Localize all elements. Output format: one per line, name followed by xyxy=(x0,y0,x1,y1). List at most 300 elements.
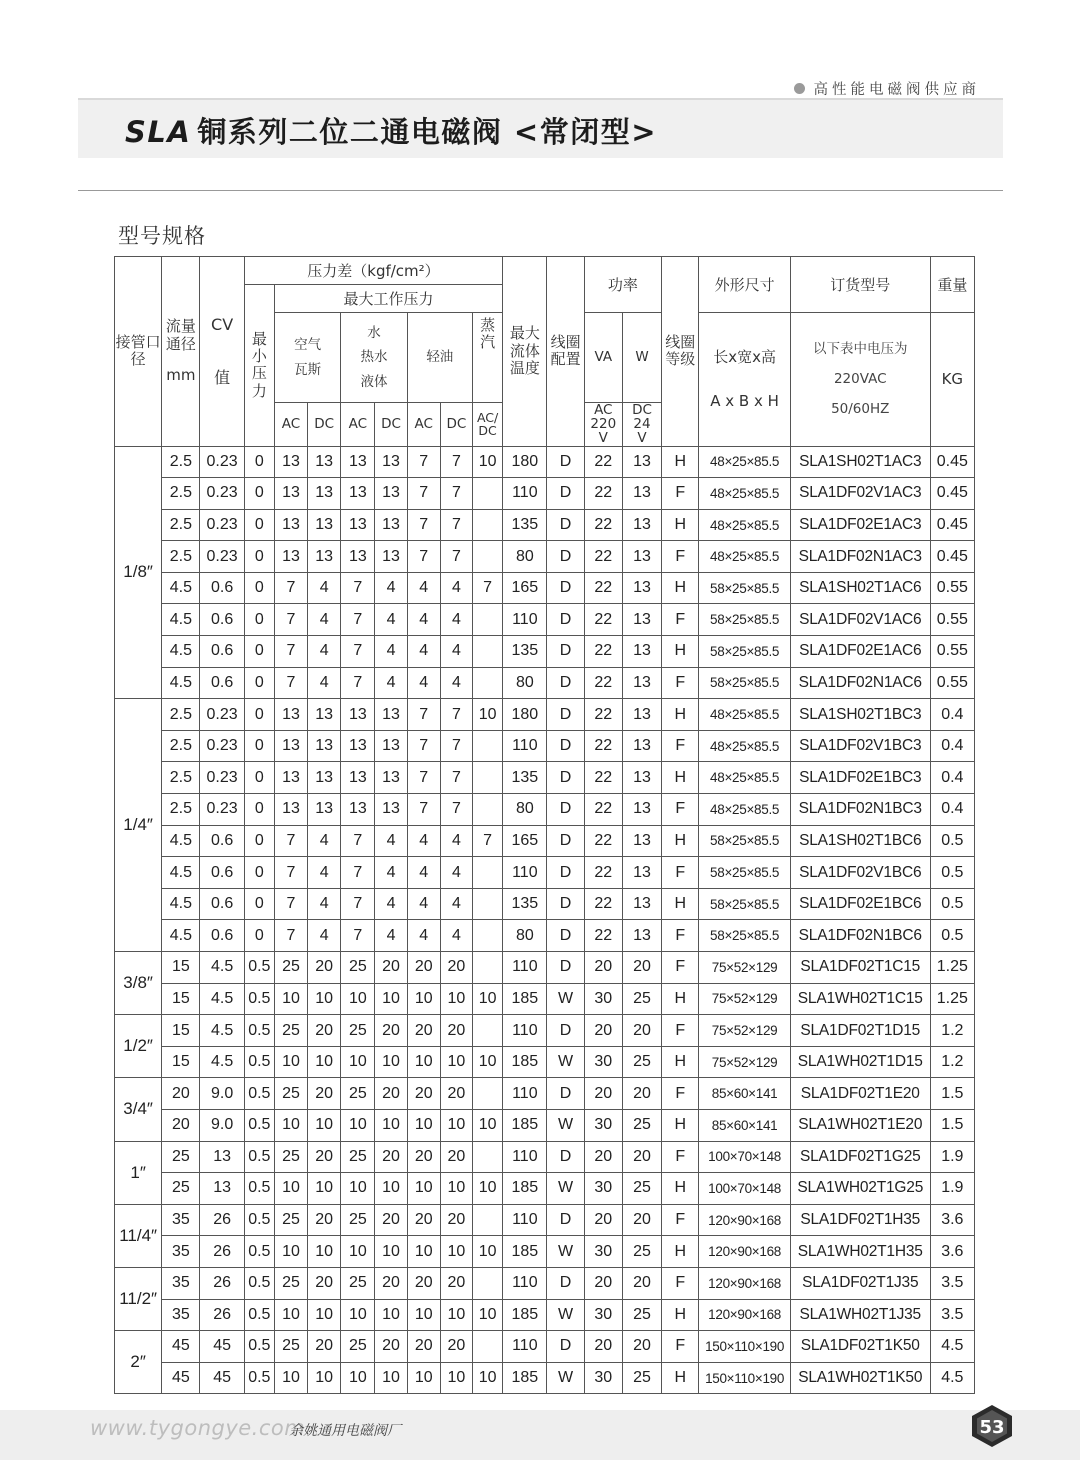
table-cell: 35 xyxy=(162,1204,200,1236)
table-cell: 10 xyxy=(341,1299,375,1331)
table-cell: D xyxy=(547,446,584,478)
table-cell: 10 xyxy=(473,983,503,1015)
table-cell: 25 xyxy=(341,952,375,984)
table-cell: 22 xyxy=(584,920,622,952)
table-cell: 20 xyxy=(162,1109,200,1141)
table-cell: 20 xyxy=(308,952,341,984)
table-cell: 10 xyxy=(375,1362,407,1394)
table-cell: 4 xyxy=(375,888,407,920)
header-min-pressure: 最小压力 xyxy=(244,285,274,447)
table-cell: 110 xyxy=(503,604,547,636)
table-row xyxy=(115,541,975,573)
model-cell: SLA1WH02T1G25 xyxy=(790,1173,930,1205)
header-steam-acdc: AC/DC xyxy=(473,403,503,447)
table-cell: 0.5 xyxy=(244,1331,274,1363)
header-order-note-2: 220VAC xyxy=(833,371,887,388)
table-cell: 13 xyxy=(341,541,375,573)
table-cell: 185 xyxy=(503,1362,547,1394)
table-cell: 13 xyxy=(341,446,375,478)
table-cell: 20 xyxy=(440,1078,472,1110)
table-cell: 20 xyxy=(584,1204,622,1236)
table-cell: 80 xyxy=(503,794,547,826)
table-cell: 10 xyxy=(407,1362,440,1394)
table-cell: 25 xyxy=(341,1331,375,1363)
header-order: 订货型号 xyxy=(790,257,930,313)
table-cell: 110 xyxy=(503,1015,547,1047)
header-weight-unit: KG xyxy=(930,313,974,447)
table-cell: 10 xyxy=(341,1362,375,1394)
table-cell: 10 xyxy=(407,1299,440,1331)
header-max-work-pressure: 最大工作压力 xyxy=(274,285,502,313)
table-row xyxy=(115,1362,975,1394)
dims-cell: 85×60×141 xyxy=(699,1109,791,1141)
table-cell: 10 xyxy=(375,1046,407,1078)
header-dc24-3: V xyxy=(637,430,647,447)
table-cell: 20 xyxy=(440,1204,472,1236)
table-cell: 0.45 xyxy=(930,541,974,573)
model-cell: SLA1WH02T1E20 xyxy=(790,1109,930,1141)
table-cell: 20 xyxy=(622,952,661,984)
table-cell: 185 xyxy=(503,1109,547,1141)
table-cell: 7 xyxy=(440,699,472,731)
table-cell: 4 xyxy=(440,825,472,857)
table-cell: 20 xyxy=(622,1204,661,1236)
table-cell: 9.0 xyxy=(200,1078,244,1110)
dims-cell: 75×52×129 xyxy=(699,952,791,984)
table-cell: 10 xyxy=(308,1109,341,1141)
table-cell: 7 xyxy=(341,667,375,699)
table-cell: 10 xyxy=(274,983,307,1015)
header-water-dc: DC xyxy=(375,403,407,447)
table-cell: 0 xyxy=(244,667,274,699)
model-cell: SLA1DF02V1BC3 xyxy=(790,730,930,762)
table-cell: 10 xyxy=(375,1173,407,1205)
table-cell: 20 xyxy=(407,1267,440,1299)
divider xyxy=(78,190,1003,191)
table-cell: 10 xyxy=(407,1236,440,1268)
table-row xyxy=(115,794,975,826)
table-cell: 26 xyxy=(200,1236,244,1268)
table-cell: 110 xyxy=(503,478,547,510)
table-cell: 0.6 xyxy=(200,572,244,604)
table-cell: 13 xyxy=(622,541,661,573)
table-cell: 10 xyxy=(274,1362,307,1394)
table-cell xyxy=(473,1078,503,1110)
dims-cell: 120×90×168 xyxy=(699,1299,791,1331)
dims-cell: 58×25×85.5 xyxy=(699,857,791,889)
model-cell: SLA1DF02T1D15 xyxy=(790,1015,930,1047)
table-cell: 10 xyxy=(274,1173,307,1205)
table-row xyxy=(115,920,975,952)
table-cell: 30 xyxy=(584,1046,622,1078)
table-cell: 30 xyxy=(584,983,622,1015)
table-cell: 0.55 xyxy=(930,572,974,604)
table-cell xyxy=(473,509,503,541)
table-cell xyxy=(473,1204,503,1236)
table-cell: 0.55 xyxy=(930,636,974,668)
table-cell: 20 xyxy=(584,952,622,984)
table-cell: 35 xyxy=(162,1299,200,1331)
dims-cell: 48×25×85.5 xyxy=(699,541,791,573)
model-cell: SLA1WH02T1H35 xyxy=(790,1236,930,1268)
table-cell: 2.5 xyxy=(162,699,200,731)
table-cell: 4 xyxy=(308,604,341,636)
table-cell: 0.5 xyxy=(244,1078,274,1110)
table-row xyxy=(115,1267,975,1299)
table-cell: 10 xyxy=(407,1046,440,1078)
table-cell: 0.23 xyxy=(200,541,244,573)
table-cell: 0 xyxy=(244,509,274,541)
table-cell: 0.5 xyxy=(244,1362,274,1394)
table-cell: 20 xyxy=(407,1141,440,1173)
table-cell: 4 xyxy=(407,667,440,699)
table-cell: 7 xyxy=(473,572,503,604)
table-cell: 13 xyxy=(308,478,341,510)
table-cell: 185 xyxy=(503,1299,547,1331)
table-cell: 0.5 xyxy=(244,1299,274,1331)
pipe-size-cell: 2″ xyxy=(115,1331,162,1394)
pipe-size-cell: 1/4″ xyxy=(115,699,162,952)
model-cell: SLA1SH02T1AC3 xyxy=(790,446,930,478)
table-cell: H xyxy=(662,1046,699,1078)
table-cell: 0.5 xyxy=(244,952,274,984)
table-cell: 0 xyxy=(244,446,274,478)
table-cell: 22 xyxy=(584,509,622,541)
dims-cell: 58×25×85.5 xyxy=(699,636,791,668)
table-cell: 110 xyxy=(503,857,547,889)
table-cell: 13 xyxy=(308,762,341,794)
header-flow-label: 流量通径 xyxy=(165,317,196,353)
table-cell: 13 xyxy=(341,762,375,794)
table-cell: 25 xyxy=(341,1267,375,1299)
table-row xyxy=(115,636,975,668)
table-cell: 0.6 xyxy=(200,920,244,952)
table-cell: 13 xyxy=(274,509,307,541)
table-cell: 10 xyxy=(473,1299,503,1331)
table-cell: 4.5 xyxy=(200,1046,244,1078)
table-cell: 2.5 xyxy=(162,762,200,794)
table-cell: D xyxy=(547,1141,584,1173)
header-ac220-3: V xyxy=(598,430,608,447)
table-cell: 20 xyxy=(375,1331,407,1363)
model-cell: SLA1DF02T1K50 xyxy=(790,1331,930,1363)
table-cell: 7 xyxy=(440,509,472,541)
dims-cell: 58×25×85.5 xyxy=(699,604,791,636)
table-cell: 15 xyxy=(162,1015,200,1047)
table-cell: 7 xyxy=(274,604,307,636)
model-cell: SLA1DF02T1C15 xyxy=(790,952,930,984)
header-water-2: 热水 xyxy=(360,349,388,366)
table-cell: H xyxy=(662,762,699,794)
table-cell: 4.5 xyxy=(930,1331,974,1363)
table-row xyxy=(115,1204,975,1236)
table-cell: 25 xyxy=(622,1109,661,1141)
table-cell: 4 xyxy=(407,572,440,604)
table-cell: 0.23 xyxy=(200,794,244,826)
table-cell: 165 xyxy=(503,572,547,604)
header-cv-value: 值 xyxy=(214,368,231,388)
table-cell: 0.23 xyxy=(200,730,244,762)
table-cell: H xyxy=(662,636,699,668)
table-row xyxy=(115,1141,975,1173)
table-cell: 10 xyxy=(407,1109,440,1141)
table-cell: 13 xyxy=(274,446,307,478)
table-cell: 10 xyxy=(274,1236,307,1268)
table-cell: 13 xyxy=(375,730,407,762)
table-row xyxy=(115,825,975,857)
header-dc24 xyxy=(622,403,661,447)
table-row xyxy=(115,1046,975,1078)
table-cell: 7 xyxy=(473,825,503,857)
table-cell: 22 xyxy=(584,604,622,636)
table-cell: 10 xyxy=(375,1299,407,1331)
header-water-ac: AC xyxy=(341,403,375,447)
table-cell: 4 xyxy=(308,572,341,604)
table-cell: 7 xyxy=(341,604,375,636)
table-cell: F xyxy=(662,1331,699,1363)
table-row xyxy=(115,1299,975,1331)
table-row xyxy=(115,446,975,478)
dims-cell: 75×52×129 xyxy=(699,1015,791,1047)
header-coil-config: 线圈配置 xyxy=(547,257,584,447)
dims-cell: 58×25×85.5 xyxy=(699,825,791,857)
table-row xyxy=(115,1078,975,1110)
table-cell: 0.5 xyxy=(930,825,974,857)
header-dc24-1: DC xyxy=(632,402,652,418)
page-badge-icon xyxy=(970,1404,1014,1448)
table-cell: 0.23 xyxy=(200,446,244,478)
table-cell: 110 xyxy=(503,1331,547,1363)
table-cell xyxy=(473,920,503,952)
table-cell: 4 xyxy=(308,920,341,952)
table-cell: 0.5 xyxy=(244,1109,274,1141)
table-row xyxy=(115,604,975,636)
table-cell: 4 xyxy=(440,572,472,604)
header-dims: 外形尺寸 xyxy=(699,257,791,313)
model-cell: SLA1DF02N1BC6 xyxy=(790,920,930,952)
table-cell: 13 xyxy=(308,699,341,731)
table-cell: H xyxy=(662,983,699,1015)
table-cell: 135 xyxy=(503,888,547,920)
table-cell xyxy=(473,1331,503,1363)
table-cell: 20 xyxy=(375,952,407,984)
table-cell: 0.4 xyxy=(930,730,974,762)
table-cell: 15 xyxy=(162,952,200,984)
table-cell: 0.5 xyxy=(244,1204,274,1236)
table-cell: 13 xyxy=(622,825,661,857)
table-cell: 22 xyxy=(584,730,622,762)
table-cell: 7 xyxy=(407,794,440,826)
table-cell: 13 xyxy=(308,794,341,826)
table-cell: 4 xyxy=(308,857,341,889)
table-cell: 7 xyxy=(274,667,307,699)
table-cell: 13 xyxy=(622,762,661,794)
table-cell: 10 xyxy=(274,1299,307,1331)
table-cell: 4 xyxy=(375,857,407,889)
dims-cell: 48×25×85.5 xyxy=(699,446,791,478)
table-cell: 20 xyxy=(308,1331,341,1363)
table-cell: 135 xyxy=(503,636,547,668)
table-cell: 0.6 xyxy=(200,888,244,920)
table-cell: 3.5 xyxy=(930,1267,974,1299)
header-water xyxy=(341,313,407,403)
table-cell: 20 xyxy=(308,1267,341,1299)
table-cell: 13 xyxy=(341,509,375,541)
pipe-size-cell: 11/4″ xyxy=(115,1204,162,1267)
dims-cell: 150×110×190 xyxy=(699,1362,791,1394)
table-cell: 4.5 xyxy=(162,825,200,857)
pipe-size-cell: 3/8″ xyxy=(115,952,162,1015)
table-row xyxy=(115,572,975,604)
table-cell: 22 xyxy=(584,446,622,478)
table-cell: D xyxy=(547,509,584,541)
table-cell: 0 xyxy=(244,857,274,889)
model-cell: SLA1DF02V1AC6 xyxy=(790,604,930,636)
table-cell xyxy=(473,794,503,826)
table-cell: 10 xyxy=(341,1173,375,1205)
table-cell: 13 xyxy=(375,699,407,731)
table-cell: D xyxy=(547,636,584,668)
table-cell: 4 xyxy=(407,888,440,920)
table-cell: 22 xyxy=(584,478,622,510)
table-cell: 2.5 xyxy=(162,446,200,478)
table-cell: 4.5 xyxy=(200,983,244,1015)
table-cell: 10 xyxy=(341,1109,375,1141)
table-cell xyxy=(473,478,503,510)
model-cell: SLA1DF02V1AC3 xyxy=(790,478,930,510)
model-cell: SLA1DF02N1BC3 xyxy=(790,794,930,826)
table-row xyxy=(115,509,975,541)
table-cell: D xyxy=(547,1267,584,1299)
table-cell: 20 xyxy=(584,1141,622,1173)
table-cell: 1.5 xyxy=(930,1109,974,1141)
table-cell: 20 xyxy=(584,1015,622,1047)
table-cell: 20 xyxy=(440,1015,472,1047)
table-cell: H xyxy=(662,888,699,920)
table-cell: 13 xyxy=(375,762,407,794)
table-cell: 0.6 xyxy=(200,825,244,857)
dims-cell: 58×25×85.5 xyxy=(699,920,791,952)
table-cell: 0.5 xyxy=(930,888,974,920)
table-cell: 13 xyxy=(622,478,661,510)
table-cell: 0.5 xyxy=(244,1267,274,1299)
table-cell: 7 xyxy=(274,857,307,889)
table-cell: H xyxy=(662,1362,699,1394)
table-cell: 2.5 xyxy=(162,478,200,510)
table-cell: W xyxy=(547,983,584,1015)
table-cell: H xyxy=(662,1109,699,1141)
table-cell: 0.6 xyxy=(200,857,244,889)
table-cell: 20 xyxy=(407,1331,440,1363)
table-cell: 20 xyxy=(622,1141,661,1173)
dims-cell: 48×25×85.5 xyxy=(699,730,791,762)
table-cell: 2.5 xyxy=(162,541,200,573)
table-cell: 13 xyxy=(341,794,375,826)
table-cell: 3.6 xyxy=(930,1236,974,1268)
table-cell: 185 xyxy=(503,983,547,1015)
table-cell: H xyxy=(662,446,699,478)
header-air-ac: AC xyxy=(274,403,307,447)
table-cell: 20 xyxy=(375,1141,407,1173)
table-cell: 4 xyxy=(407,920,440,952)
table-cell: 20 xyxy=(440,1331,472,1363)
header-max-temp: 最大流体温度 xyxy=(503,257,547,447)
table-cell: 0.4 xyxy=(930,762,974,794)
table-cell: 0.6 xyxy=(200,667,244,699)
tagline-text: 高性能电磁阀供应商 xyxy=(813,82,980,98)
spec-table-body xyxy=(115,446,975,1394)
table-cell: 4 xyxy=(375,572,407,604)
table-cell: 10 xyxy=(407,1173,440,1205)
table-cell: W xyxy=(547,1299,584,1331)
model-cell: SLA1DF02T1E20 xyxy=(790,1078,930,1110)
table-cell: 13 xyxy=(375,509,407,541)
table-cell: 0 xyxy=(244,730,274,762)
table-cell: 9.0 xyxy=(200,1109,244,1141)
dims-cell: 48×25×85.5 xyxy=(699,478,791,510)
model-cell: SLA1WH02T1K50 xyxy=(790,1362,930,1394)
pipe-size-cell: 11/2″ xyxy=(115,1267,162,1330)
table-cell: 13 xyxy=(622,667,661,699)
table-cell: 20 xyxy=(308,1204,341,1236)
header-steam xyxy=(473,313,503,403)
table-cell: 7 xyxy=(440,541,472,573)
table-cell: 4 xyxy=(375,604,407,636)
table-cell: 10 xyxy=(440,1173,472,1205)
table-cell: 25 xyxy=(341,1141,375,1173)
table-cell: 26 xyxy=(200,1267,244,1299)
table-cell: 0.23 xyxy=(200,478,244,510)
table-cell: 10 xyxy=(440,983,472,1015)
pipe-size-cell: 1/2″ xyxy=(115,1015,162,1078)
table-cell: H xyxy=(662,699,699,731)
table-cell: 0.55 xyxy=(930,667,974,699)
table-cell: 20 xyxy=(440,1267,472,1299)
table-cell: 25 xyxy=(274,1015,307,1047)
model-cell: SLA1DF02N1AC3 xyxy=(790,541,930,573)
table-cell: 80 xyxy=(503,541,547,573)
table-cell: 25 xyxy=(622,1236,661,1268)
table-cell: 25 xyxy=(162,1173,200,1205)
table-cell: 110 xyxy=(503,1204,547,1236)
header-air-2: 瓦斯 xyxy=(294,361,322,378)
model-cell: SLA1DF02E1BC6 xyxy=(790,888,930,920)
table-cell: 2.5 xyxy=(162,509,200,541)
header-oil: 轻油 xyxy=(407,313,472,403)
table-cell: 7 xyxy=(440,478,472,510)
table-cell: 10 xyxy=(440,1046,472,1078)
table-cell: 0 xyxy=(244,825,274,857)
table-cell: 80 xyxy=(503,920,547,952)
table-cell: 20 xyxy=(407,1078,440,1110)
table-cell: 0 xyxy=(244,541,274,573)
header-dims-format xyxy=(699,313,791,447)
header-oil-dc: DC xyxy=(440,403,472,447)
table-cell: W xyxy=(547,1236,584,1268)
table-cell: 7 xyxy=(341,888,375,920)
table-cell xyxy=(473,541,503,573)
table-cell: 4.5 xyxy=(930,1362,974,1394)
table-cell: 10 xyxy=(341,1046,375,1078)
table-cell: 13 xyxy=(308,446,341,478)
table-cell: 20 xyxy=(308,1141,341,1173)
table-cell: 10 xyxy=(440,1362,472,1394)
table-cell: 45 xyxy=(200,1331,244,1363)
table-cell: H xyxy=(662,825,699,857)
table-cell xyxy=(473,762,503,794)
table-cell: 10 xyxy=(473,1046,503,1078)
table-cell: 7 xyxy=(440,762,472,794)
